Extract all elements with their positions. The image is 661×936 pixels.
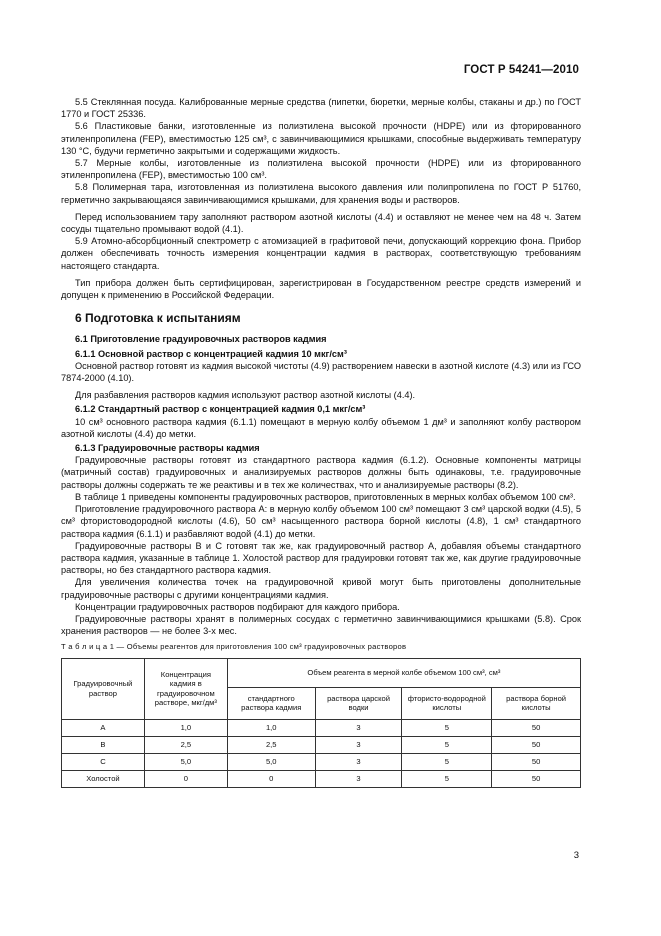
- paragraph-6-1-2: 10 см³ основного раствора кадмия (6.1.1) помещают в мерную колбу объемом 1 дм³ и заполняют колбу раствором азотной кислоты (4.4) до метки.: [61, 416, 581, 439]
- table-cell: 5,0: [227, 753, 315, 770]
- table-cell: С: [62, 753, 145, 770]
- table-cell: 1,0: [144, 719, 227, 736]
- paragraph-5-5: 5.5 Стеклянная посуда. Калиброванные мерные средства (пипетки, бюретки, мерные колбы, стаканы и др.) по ГОСТ 1770 и ГОСТ 25336.: [61, 97, 581, 120]
- table-cell: 5: [402, 770, 492, 787]
- paragraph-6-1-3-a: Градуировочные растворы готовят из стандартного раствора кадмия (6.1.2). Основные компоненты матрицы (матричный состав) градуировочных и анализируемых растворов должны быть одинаковы, т.е. градуировочные растворы должны содержать те же реактивы и в тех же количествах, что и анализируемые растворы (8.2).: [61, 455, 581, 490]
- paragraph-6-1-3-b: В таблице 1 приведены компоненты градуировочных растворов, приготовленных в мерных колбах объемом 100 см³.: [75, 491, 576, 502]
- paragraph-6-1-3-g: Градуировочные растворы хранят в полимерных сосудах с герметично завинчивающимися крышками (5.8). Срок хранения растворов — не более 3-х мес.: [61, 613, 581, 637]
- page-content: [61, 96, 581, 788]
- document-header: ГОСТ Р 54241—2010: [463, 64, 579, 76]
- table-cell: 2,5: [227, 736, 315, 753]
- paragraph-5-8-note: Перед использованием тару заполняют раствором азотной кислоты (4.4) и оставляют не менее чем на 48 ч. Затем сосуды тщательно промывают водой (4.1).: [61, 211, 581, 235]
- paragraph-5-9: 5.9 Атомно-абсорбционный спектрометр с атомизацией в графитовой печи, допускающий коррекцию фона. Прибор должен обеспечивать точность измерения концентрации кадмия в растворах, соответствующую требованиям настоящего стандарта.: [61, 236, 581, 271]
- table-header-concentration: Концентрация кадмия в градуировочном растворе, мкг/дм³: [144, 658, 227, 719]
- subsection-6-1-title: 6.1 Приготовление градуировочных растворов кадмия: [75, 334, 327, 345]
- table-cell: 50: [492, 719, 581, 736]
- subsection-6-1-3-title: 6.1.3 Градуировочные растворы кадмия: [75, 443, 260, 454]
- table-header-aqua-regia: раствора царской водки: [315, 687, 402, 719]
- table-row: [62, 770, 581, 787]
- paragraph-6-1-3-e: Для увеличения количества точек на градуировочной кривой могут быть приготовлены дополнительные градуировочные растворы с другими концентрациями кадмия.: [61, 577, 581, 600]
- table-header-boric-acid: раствора борной кислоты: [492, 687, 581, 719]
- paragraph-5-9-note: Тип прибора должен быть сертифицирован, зарегистрирован в Государственном реестре средств измерений и допущен к применению в Российской Федерации.: [61, 277, 581, 301]
- subsection-6-1-1-title: 6.1.1 Основной раствор с концентрацией кадмия 10 мкг/см³: [75, 348, 347, 359]
- page-number: 3: [573, 850, 579, 861]
- table-cell: 3: [315, 753, 402, 770]
- table-cell: 5: [402, 736, 492, 753]
- table-cell: 1,0: [227, 719, 315, 736]
- paragraph-6-1-1-b: Для разбавления растворов кадмия используют раствор азотной кислоты (4.4).: [75, 390, 416, 401]
- table-cell: 50: [492, 753, 581, 770]
- paragraph-6-1-3-d: Градуировочные растворы В и С готовят так же, как градуировочный раствор А, добавляя объемы стандартного раствора кадмия, указанные в таблице 1. Холостой раствор для градуировки готовят так же, как другие градуировочные растворы, но без стандартного раствора кадмия.: [61, 540, 581, 576]
- table-cell: 5,0: [144, 753, 227, 770]
- table-header-solution: Градуировочный раствор: [62, 658, 145, 719]
- paragraph-6-1-3-c: Приготовление градуировочного раствора А: в мерную колбу объемом 100 см³ помещают 3 см³ царской водки (4.5), 5 см³ фтористоводородной кислоты (4.6), 50 см³ насыщенного раствора борной кислоты (4.8), 1 см³ стандартного раствора кадмия (6.1.1) и разбавляют водой (4.1) до метки.: [61, 504, 581, 539]
- table-cell: 3: [315, 736, 402, 753]
- table-cell: 50: [492, 770, 581, 787]
- table-cell: 3: [315, 719, 402, 736]
- table-row: [62, 736, 581, 753]
- table-cell: 0: [227, 770, 315, 787]
- table-cell: Холостой: [62, 770, 145, 787]
- table-row: [62, 719, 581, 736]
- subsection-6-1-2-title: 6.1.2 Стандартный раствор с концентрацией кадмия 0,1 мкг/см³: [75, 404, 366, 415]
- paragraph-6-1-3-f: Концентрации градуировочных растворов подбирают для каждого прибора.: [75, 601, 400, 612]
- table-cell: В: [62, 736, 145, 753]
- table-header-standard-solution: стандартного раствора кадмия: [227, 687, 315, 719]
- section-6-title: 6 Подготовка к испытаниям: [75, 311, 241, 326]
- paragraph-5-8: 5.8 Полимерная тара, изготовленная из полиэтилена высокого давления или полипропилена по ГОСТ Р 51760, герметично закрывающаяся завинчивающимися крышками, для хранения воды и растворов.: [61, 182, 581, 205]
- table-cell: 5: [402, 719, 492, 736]
- paragraph-5-6: 5.6 Пластиковые банки, изготовленные из полиэтилена высокой прочности (HDPE) или из фторированного этиленпропилена (FEP), вместимостью 125 см³, с завинчивающимися крышками, способные выдерживать температуру 130 °C, будучи герметично закрытыми и содержащими жидкость.: [61, 121, 581, 156]
- paragraph-6-1-1-a: Основной раствор готовят из кадмия высокой чистоты (4.9) растворением навески в азотной кислоте (4.3) или из ГСО 7874-2000 (4.10).: [61, 360, 581, 384]
- table-header-reagent-volume: Объем реагента в мерной колбе объемом 100 см³, см³: [227, 658, 580, 687]
- table-1: [61, 658, 581, 788]
- table-cell: 0: [144, 770, 227, 787]
- table-cell: А: [62, 719, 145, 736]
- table-cell: 2,5: [144, 736, 227, 753]
- table-row: [62, 753, 581, 770]
- table-cell: 5: [402, 753, 492, 770]
- table-cell: 50: [492, 736, 581, 753]
- table-cell: 3: [315, 770, 402, 787]
- paragraph-5-7: 5.7 Мерные колбы, изготовленные из полиэтилена высокой прочности (HDPE) или из фторированного этиленпропилена (FEP), вместимостью 100 см³.: [61, 158, 581, 181]
- table-header-hydrofluoric-acid: фтористо-водородной кислоты: [402, 687, 492, 719]
- table-1-caption: Т а б л и ц а 1 — Объемы реагентов для приготовления 100 см³ градуировочных растворов: [61, 642, 407, 652]
